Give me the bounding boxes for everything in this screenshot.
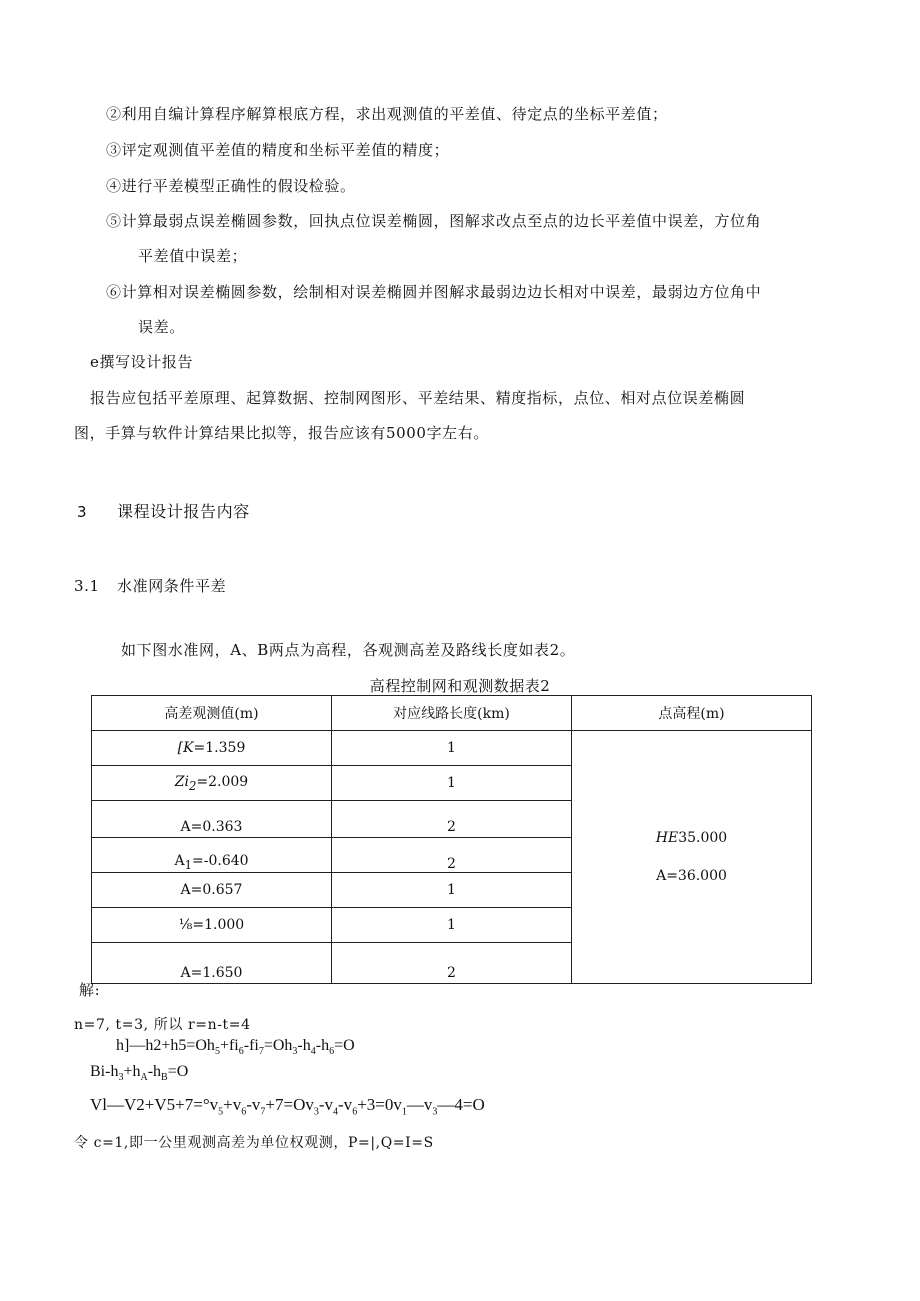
height-diff-cell [92, 731, 332, 766]
elev-prefix: HE [655, 830, 679, 846]
eq3-sub: 3 [432, 1106, 438, 1118]
length-cell: 1 [332, 873, 572, 908]
table-header-row [92, 696, 812, 731]
section-3-1-number: 3.1 [74, 577, 100, 595]
eq2-part: +h [123, 1063, 141, 1080]
eq3-part: +7=Ov [265, 1095, 314, 1114]
eq3-part: +3=0v [357, 1095, 402, 1114]
equation-3 [90, 1095, 485, 1122]
data-table [91, 695, 812, 984]
header-route-length: 对应线路长度(km) [332, 696, 572, 731]
height-diff-cell: ⅛=1.000 [92, 908, 332, 943]
eq1-part: -h [315, 1037, 330, 1054]
solution-nt: n=7, t=3, 所以 r=n-t=4 [74, 1017, 251, 1033]
eq3-sub: 7 [260, 1106, 266, 1118]
eq1-part: -fi [243, 1037, 259, 1054]
length-cell: 1 [332, 766, 572, 801]
eq3-part: +v [223, 1095, 242, 1114]
eq2-sub: 3 [118, 1072, 124, 1084]
eq3-sub: 1 [401, 1106, 407, 1118]
step-2: ②利用自编计算程序解算根底方程，求出观测值的平差值、待定点的坐标平差值； [106, 105, 668, 123]
height-diff-cell: A=1.650 [92, 943, 332, 984]
report-title: e撰写设计报告 [90, 353, 194, 371]
step-6-cont: 误差。 [138, 318, 185, 336]
hdiff-value: =2.009 [196, 773, 249, 790]
eq1-sub: 4 [310, 1046, 316, 1058]
eq1-sub: 3 [292, 1046, 298, 1058]
eq3-part: -v [338, 1095, 353, 1114]
eq1-part: +fi [219, 1037, 239, 1054]
eq3-part: -v [246, 1095, 261, 1114]
equation-2 [90, 1062, 188, 1088]
header-elevation: 点高程(m) [572, 696, 812, 731]
eq1-part: =O [334, 1037, 355, 1054]
eq2-part: =O [167, 1063, 189, 1080]
eq1-part: =Oh [263, 1037, 293, 1054]
step-6: ⑥计算相对误差椭圆参数，绘制相对误差椭圆并图解求最弱边边长相对中误差，最弱边方位角中 [106, 283, 762, 301]
eq3-sub: 6 [241, 1106, 247, 1118]
step-5: ⑤计算最弱点误差椭圆参数，回执点位误差椭圆，图解求改点至点的边长平差值中误差，方位角 [106, 212, 762, 230]
table-row [92, 731, 812, 766]
elevation-a: A=36.000 [656, 868, 727, 884]
hdiff-prefix: Zi [174, 773, 189, 790]
header-height-diff: 高差观测值(m) [92, 696, 332, 731]
eq3-sub: 3 [313, 1106, 319, 1118]
eq2-sub: A [140, 1072, 148, 1084]
eq3-part: —v [406, 1095, 433, 1114]
length-cell: 2 [332, 943, 572, 984]
elev-b-value: 35.000 [678, 830, 728, 846]
elevation-b [572, 819, 811, 857]
height-diff-cell [92, 838, 332, 873]
report-line-1: 报告应包括平差原理、起算数据、控制网图形、平差结果、精度指标，点位、相对点位误差椭圆 [90, 389, 746, 407]
height-diff-cell [92, 766, 332, 801]
step-4: ④进行平差模型正确性的假设检验。 [106, 177, 356, 195]
weight-definition: 令 c=1,即一公里观测高差为单位权观测，P=|,Q=I=S [74, 1135, 434, 1151]
length-cell: 2 [332, 801, 572, 838]
solution-label: 解: [79, 981, 101, 999]
hdiff-prefix: [K [177, 740, 194, 756]
hdiff-value: =-0.640 [192, 853, 249, 870]
eq3-sub: 5 [218, 1106, 224, 1118]
table-caption: 高程控制网和观测数据表2 [369, 677, 551, 695]
hdiff-subscript: 1 [184, 858, 192, 872]
eq1-sub: 6 [329, 1046, 335, 1058]
hdiff-value: =1.359 [193, 740, 246, 756]
height-diff-cell: A=0.657 [92, 873, 332, 908]
height-diff-cell: A=0.363 [92, 801, 332, 838]
eq1-part: -h [297, 1037, 311, 1054]
step-5-cont: 平差值中误差； [138, 247, 248, 265]
eq3-part: —4=O [437, 1095, 485, 1114]
eq2-part: Bi-h [90, 1063, 119, 1080]
eq2-part: -h [147, 1063, 162, 1080]
length-cell: 1 [332, 731, 572, 766]
eq3-sub: 4 [333, 1106, 339, 1118]
eq3-sub: 6 [352, 1106, 358, 1118]
eq3-part: Vl—V2+V5+7=°v [90, 1095, 219, 1114]
step-3: ③评定观测值平差值的精度和坐标平差值的精度； [106, 141, 450, 159]
section-3-number: 3 [77, 503, 88, 521]
eq2-sub: B [161, 1072, 168, 1084]
intro-text: 如下图水准网，A、B两点为高程，各观测高差及路线长度如表2。 [121, 641, 576, 659]
hdiff-prefix: A [174, 853, 185, 870]
eq1-sub: 7 [258, 1046, 264, 1058]
section-3-title: 课程设计报告内容 [117, 502, 250, 521]
length-cell: 2 [332, 838, 572, 873]
section-3-1-title: 水准网条件平差 [117, 577, 227, 595]
equation-1 [116, 1036, 355, 1062]
eq3-part: -v [318, 1095, 334, 1114]
eq1-sub: 5 [214, 1046, 220, 1058]
length-cell: 1 [332, 908, 572, 943]
eq1-sub: 6 [238, 1046, 244, 1058]
eq1-part: h]—h2+h5=Oh [116, 1037, 215, 1054]
report-line-2: 图，手算与软件计算结果比拟等，报告应该有5000字左右。 [74, 424, 489, 442]
hdiff-subscript: 2 [188, 778, 197, 793]
elevation-cell [572, 731, 812, 984]
